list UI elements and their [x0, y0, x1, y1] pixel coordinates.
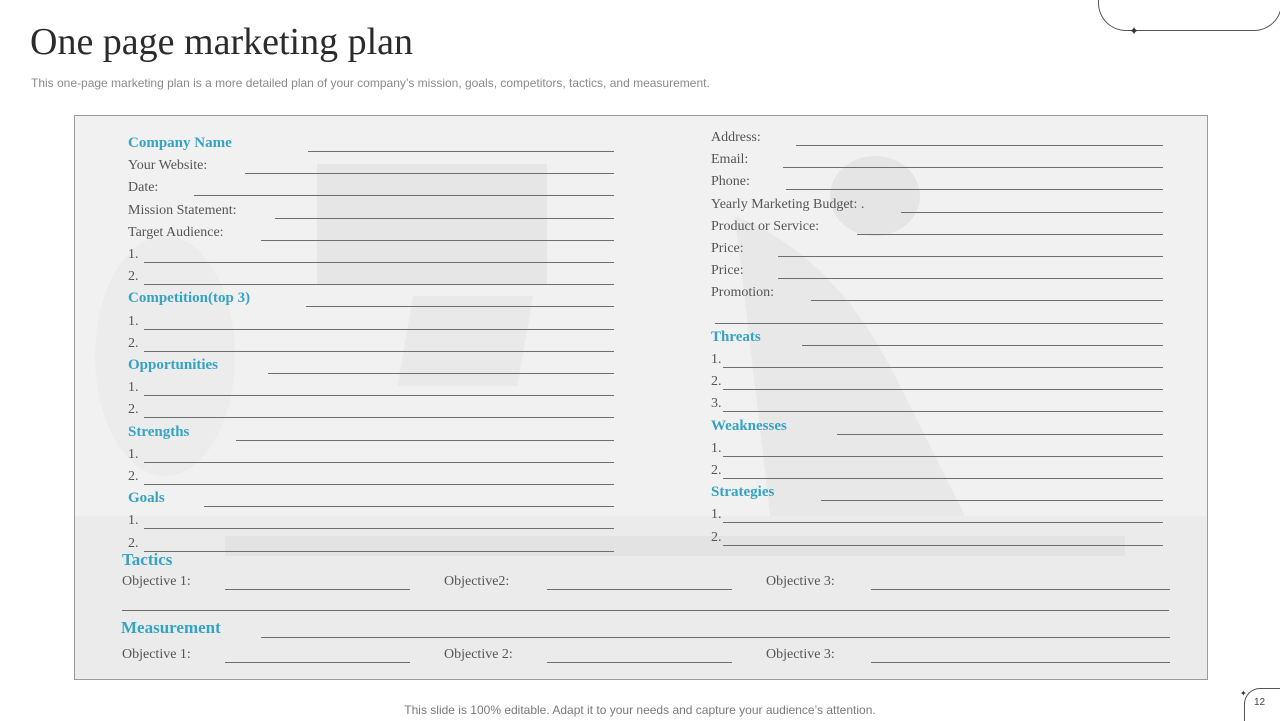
blank-field-line[interactable]	[723, 522, 1163, 523]
section-heading: Tactics	[122, 550, 173, 569]
left-heading-row	[128, 289, 614, 309]
right-field-row	[711, 505, 1163, 525]
left-field-row	[128, 445, 614, 465]
section-heading: Competition(top 3)	[128, 290, 251, 307]
left-heading-row	[128, 489, 614, 509]
field-label: 1.	[128, 380, 139, 396]
field-label: 1.	[711, 507, 722, 523]
right-field-row	[711, 461, 1163, 481]
field-label: Yearly Marketing Budget: .	[711, 196, 865, 212]
blank-field-line[interactable]	[261, 240, 614, 241]
left-field-row	[128, 223, 614, 243]
blank-field-line[interactable]	[715, 323, 1163, 324]
left-field-row	[128, 178, 614, 198]
left-field-row	[128, 267, 614, 287]
left-field-row	[128, 312, 614, 332]
blank-field-line[interactable]	[144, 262, 614, 263]
left-field-row	[128, 245, 614, 265]
field-label: 1.	[711, 440, 722, 456]
section-heading: Company Name	[128, 135, 232, 151]
objective-label: Objective 3:	[766, 574, 835, 589]
objective-label: Objective 1:	[122, 574, 191, 589]
field-label: 2.	[128, 402, 139, 418]
blank-field-line[interactable]	[275, 218, 614, 219]
right-field-row	[711, 306, 1163, 326]
blank-field-line[interactable]	[723, 411, 1163, 412]
footer-note: This slide is 100% editable. Adapt it to your needs and capture your audience’s attention.	[404, 703, 876, 717]
blank-field-line[interactable]	[245, 173, 614, 174]
left-field-row	[128, 511, 614, 531]
left-field-row	[128, 156, 614, 176]
blank-field-line[interactable]	[268, 373, 614, 374]
field-label: 1.	[128, 513, 139, 529]
field-label: 1.	[711, 352, 722, 367]
blank-field-line[interactable]	[778, 278, 1163, 279]
section-heading: Weaknesses	[711, 417, 787, 434]
objective-label: Objective 3:	[766, 647, 835, 662]
section-heading: Goals	[128, 490, 165, 507]
right-heading-row	[711, 328, 1163, 348]
right-field-row	[711, 195, 1163, 215]
field-label: Mission Statement:	[128, 202, 237, 218]
blank-field-line[interactable]	[871, 589, 1170, 590]
page-title: One page marketing plan	[30, 21, 414, 63]
right-field-row	[711, 394, 1163, 414]
blank-field-line[interactable]	[261, 637, 1170, 638]
field-label: Promotion:	[711, 285, 775, 301]
field-label: Phone:	[711, 174, 750, 190]
field-label: Target Audience:	[128, 224, 224, 240]
objective-field-row	[122, 645, 410, 665]
section-heading: Strategies	[711, 484, 775, 501]
right-field-row	[711, 350, 1163, 370]
objective-label: Objective 1:	[122, 647, 191, 662]
blank-field-line[interactable]	[786, 189, 1163, 190]
right-field-row	[711, 283, 1163, 303]
blank-field-line[interactable]	[802, 345, 1163, 346]
field-label: 1.	[128, 247, 139, 262]
right-field-row	[711, 217, 1163, 237]
field-label: Email:	[711, 152, 749, 168]
field-label: Date:	[128, 180, 159, 196]
objective-field-row	[444, 645, 732, 665]
field-label: 2.	[711, 463, 722, 478]
sparkle-icon: ✦	[1129, 24, 1140, 38]
section-heading: Threats	[711, 328, 761, 345]
field-label: 1.	[128, 313, 139, 329]
blank-field-line[interactable]	[723, 367, 1163, 368]
blank-field-line[interactable]	[122, 610, 1169, 611]
right-heading-row	[711, 417, 1163, 437]
blank-field-line[interactable]	[723, 389, 1163, 390]
field-label: 2.	[128, 469, 139, 484]
blank-field-line[interactable]	[144, 528, 614, 529]
field-label: 2.	[128, 269, 139, 285]
blank-field-line[interactable]	[547, 662, 732, 663]
objective-field-row	[122, 572, 410, 592]
blank-field-line[interactable]	[308, 151, 614, 152]
field-label: Address:	[711, 130, 761, 145]
right-field-row	[711, 439, 1163, 459]
blank-field-line[interactable]	[306, 306, 614, 307]
section-heading: Measurement	[121, 618, 221, 637]
blank-field-line[interactable]	[194, 195, 614, 196]
blank-field-line[interactable]	[783, 167, 1163, 168]
right-field-row	[711, 372, 1163, 392]
right-field-row	[711, 261, 1163, 281]
field-label: 2.	[128, 335, 139, 351]
left-field-row	[128, 334, 614, 354]
sparkle-icon: ✦	[1240, 689, 1247, 698]
field-label: Price:	[711, 241, 744, 256]
blank-field-line[interactable]	[225, 662, 410, 663]
field-label: 1.	[128, 446, 139, 462]
blank-field-line[interactable]	[857, 234, 1163, 235]
marketing-plan-form	[74, 115, 1208, 680]
left-heading-row	[128, 423, 614, 443]
field-label: Price:	[711, 263, 744, 279]
objective-field-row	[444, 572, 732, 592]
right-heading-row	[711, 483, 1163, 503]
blank-field-line[interactable]	[547, 589, 732, 590]
left-field-row	[128, 400, 614, 420]
right-field-row	[711, 150, 1163, 170]
left-heading-row	[128, 134, 614, 154]
blank-field-line[interactable]	[821, 500, 1163, 501]
field-label: 2.	[711, 529, 722, 545]
objective-field-row	[766, 572, 1170, 592]
blank-field-line[interactable]	[144, 462, 614, 463]
section-heading-row	[121, 620, 1170, 640]
right-field-row	[711, 239, 1163, 259]
left-heading-row	[128, 356, 614, 376]
right-field-row	[711, 528, 1163, 548]
left-field-row	[128, 534, 614, 554]
blank-field-line[interactable]	[901, 212, 1163, 213]
field-label: 2.	[128, 535, 139, 551]
left-field-row	[128, 378, 614, 398]
objective-field-row	[766, 645, 1170, 665]
objective-label: Objective 2:	[444, 647, 513, 662]
left-field-row	[128, 201, 614, 221]
blank-field-line[interactable]	[144, 351, 614, 352]
blank-field-line[interactable]	[225, 589, 410, 590]
blank-field-line[interactable]	[837, 434, 1163, 435]
decorative-corner-shape	[1098, 0, 1280, 31]
objective-label: Objective2:	[444, 574, 510, 589]
field-label: 2.	[711, 374, 722, 390]
blank-field-line[interactable]	[144, 284, 614, 285]
blank-field-line[interactable]	[811, 300, 1163, 301]
field-label: Product or Service:	[711, 218, 820, 234]
right-field-row	[711, 172, 1163, 192]
page-subtitle: This one-page marketing plan is a more detailed plan of your company’s mission, goals, competitors, tactics, and measurement.	[31, 76, 710, 90]
blank-field-line[interactable]	[144, 417, 614, 418]
blank-field-line[interactable]	[723, 478, 1163, 479]
blank-field-line[interactable]	[236, 440, 614, 441]
blank-field-line[interactable]	[144, 395, 614, 396]
field-label: 3.	[711, 396, 722, 412]
blank-field-line[interactable]	[144, 329, 614, 330]
right-field-row	[711, 128, 1163, 148]
blank-field-line[interactable]	[723, 456, 1163, 457]
section-heading-row	[122, 552, 1170, 572]
blank-field-line[interactable]	[144, 484, 614, 485]
blank-field-line[interactable]	[204, 506, 614, 507]
blank-field-line[interactable]	[723, 545, 1163, 546]
section-heading: Strengths	[128, 423, 190, 440]
left-field-row	[128, 467, 614, 487]
section-heading: Opportunities	[128, 357, 219, 373]
blank-field-line[interactable]	[796, 145, 1163, 146]
blank-field-line[interactable]	[778, 256, 1163, 257]
page-number: 12	[1254, 697, 1266, 708]
field-label: Your Website:	[128, 158, 208, 174]
blank-field-line[interactable]	[871, 662, 1170, 663]
